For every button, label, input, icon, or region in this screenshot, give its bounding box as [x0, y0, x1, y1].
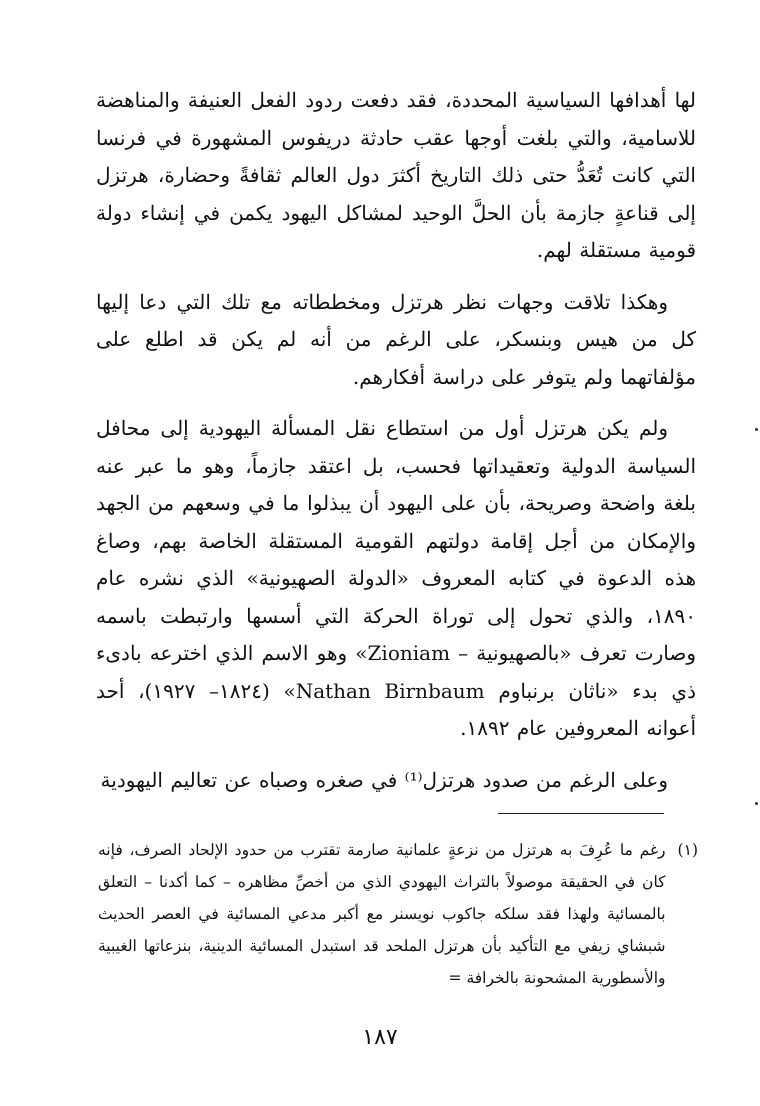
- footnote-marker: (١): [677, 841, 698, 859]
- paragraph: ولم يكن هرتزل أول من استطاع نقل المسألة اليهودية إلى محافل السياسة الدولية وتعقيداتها فحسب، بل اعتقد جازماً، وهو ما عبر عنه بلغة واضحة وصريحة، بأن على اليهود أن يبذلوا ما في وسعهم من الجهد والإمكان من أجل إقامة دولتهم القومية المستقلة الخاصة بهم، وصاغ هذه الدعوة في كتابه المعروف «الدولة الصهيونية» الذي نشره عام ١٨٩٠، والذي تحول إلى توراة الحركة التي أسسها وارتبطت باسمه وصارت تعرف «بالصهيونية – Zioniam» وهو الاسم الذي اخترعه بادىء ذي بدء «ناثان برنباوم Nathan Birnbaum» (١٨٢٤– ١٩٢٧)، أحد أعوانه المعروفين عام ١٨٩٢.: [96, 416, 696, 740]
- footnote-divider: [498, 813, 664, 814]
- margin-mark: [755, 428, 758, 431]
- paragraph: وهكذا تلاقت وجهات نظر هرتزل ومخططاته مع تلك التي دعا إليها كل من هيس وبنسكر، على الرغم من أنه لم يكن قد اطلع على مؤلفاتهما ولم يتوفر على دراسة أفكارهم.: [96, 289, 696, 389]
- footnote-row: [98, 834, 698, 994]
- main-text: [96, 82, 696, 799]
- paragraph: لها أهدافها السياسية المحددة، فقد دفعت ردود الفعل العنيفة والمناهضة للاسامية، والتي بلغت أوجها عقب حادثة دريفوس المشهورة في فرنسا التي كانت تُعَدُّ حتى ذلك التاريخ أكثرَ دول العالم ثقافةً وحضارة، هرتزل إلى قناعةٍ جازمة بأن الحلَّ الوحيد لمشاكل اليهود يكمن في إنشاء دولة قومية مستقلة لهم.: [96, 88, 696, 262]
- footnote: [98, 834, 698, 994]
- footnote-text: رغم ما عُرِفَ به هرتزل من نزعةٍ علمانية صارمة تقترب من حدود الإلحاد الصرف، فإنه كان في الحقيقة موصولاً بالتراث اليهودي الذي من أخصِّ مظاهره – كما أكدنا – التعلق بالمسائية ولهذا فقد سلكه جاكوب نويسنر مع أكبر مدعي المسائية في العصر الحديث شبشاي زيفي مع التأكيد بأن هرتزل الملحد قد استبدل المسائية الدينية، بنزعاتها الغيبية والأسطورية المشحونة بالخرافة =: [98, 841, 666, 987]
- paragraph: وعلى الرغم من صدود هرتزل⁽¹⁾ في صغره وصباه عن تعاليم اليهودية: [100, 767, 668, 792]
- page-number: ١٨٧: [362, 1025, 398, 1050]
- margin-mark: [755, 802, 758, 805]
